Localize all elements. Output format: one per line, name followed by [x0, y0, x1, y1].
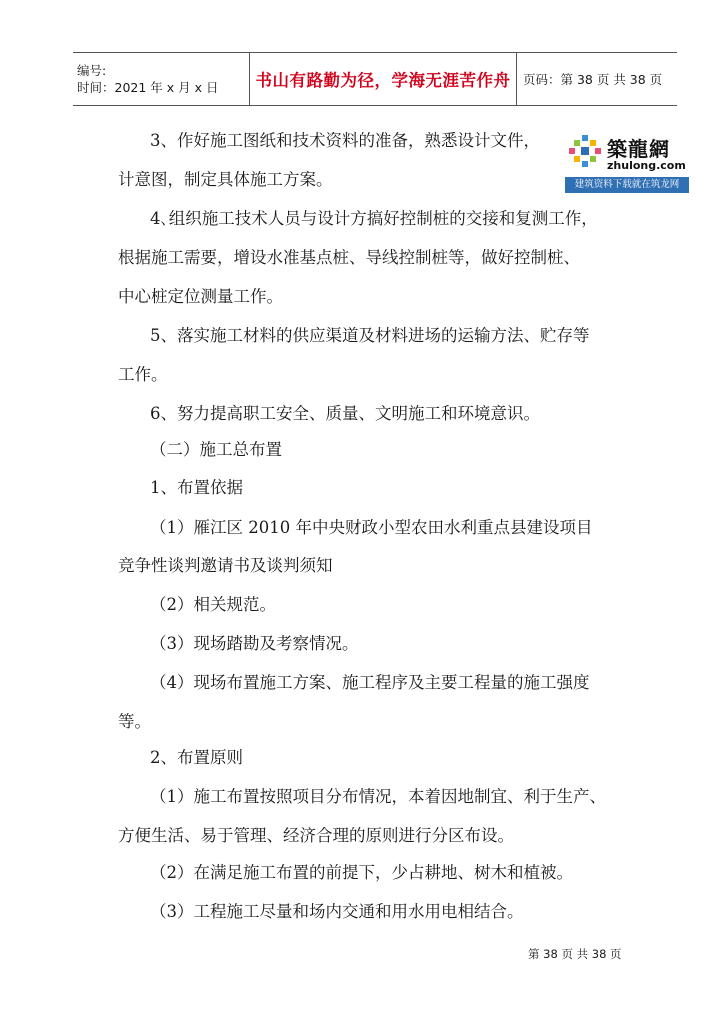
page-header — [73, 52, 677, 106]
body-line: 5、落实施工材料的供应渠道及材料进场的运输方法、贮存等 — [150, 326, 590, 345]
subsection-heading: 1、布置依据 — [150, 478, 243, 497]
motto-text: 书山有路勤为径，学海无涯苦作舟 — [255, 71, 511, 90]
page-indicator: 页码：第 38 页 共 38 页 — [523, 72, 663, 87]
body-line: 方便生活、易于管理、经济合理的原则进行分区布设。 — [118, 826, 514, 845]
body-line: （2）在满足施工布置的前提下，少占耕地、树木和植被。 — [150, 863, 573, 882]
body-line: 中心桩定位测量工作。 — [118, 287, 283, 306]
logo-tagline: 建筑资料下载就在筑龙网 — [565, 177, 689, 193]
header-motto — [249, 53, 517, 105]
body-line: 计意图，制定具体施工方案。 — [118, 170, 333, 189]
body-line: 3、作好施工图纸和技术资料的准备，熟悉设计文件， — [150, 131, 540, 150]
body-line: （3）现场踏勘及考察情况。 — [150, 634, 359, 653]
body-line: （1）施工布置按照项目分布情况，本着因地制宜、利于生产、 — [150, 787, 606, 806]
body-line: 竞争性谈判邀请书及谈判须知 — [118, 556, 333, 575]
body-line: 根据施工需要，增设水准基点桩、导线控制桩等，做好控制桩、 — [118, 248, 580, 267]
doc-time-label: 时间：2021 年 x 月 x 日 — [77, 80, 219, 95]
body-line: （3）工程施工尽量和场内交通和用水用电相结合。 — [150, 902, 524, 921]
body-line: 等。 — [118, 712, 151, 731]
doc-number-label: 编号: — [77, 63, 107, 78]
subsection-heading: 2、布置原则 — [150, 748, 243, 767]
body-line: 工作。 — [118, 365, 168, 384]
logo-chinese-name: 築龍網 — [607, 137, 670, 161]
body-line: （2）相关规范。 — [150, 595, 276, 614]
page-footer: 第 38 页 共 38 页 — [528, 947, 622, 961]
body-line: 4､组织施工技术人员与设计方搞好控制桩的交接和复测工作， — [150, 209, 598, 228]
section-heading: （二）施工总布置 — [150, 440, 282, 459]
body-line: 6、努力提高职工安全、质量、文明施工和环境意识。 — [150, 404, 540, 423]
logo-domain: zhulong.com — [607, 159, 686, 172]
header-page — [517, 53, 677, 105]
body-line: （4）现场布置施工方案、施工程序及主要工程量的施工强度 — [150, 673, 590, 692]
body-line: （1）雁江区 2010 年中央财政小型农田水利重点县建设项目 — [150, 518, 593, 537]
header-meta — [73, 53, 249, 105]
